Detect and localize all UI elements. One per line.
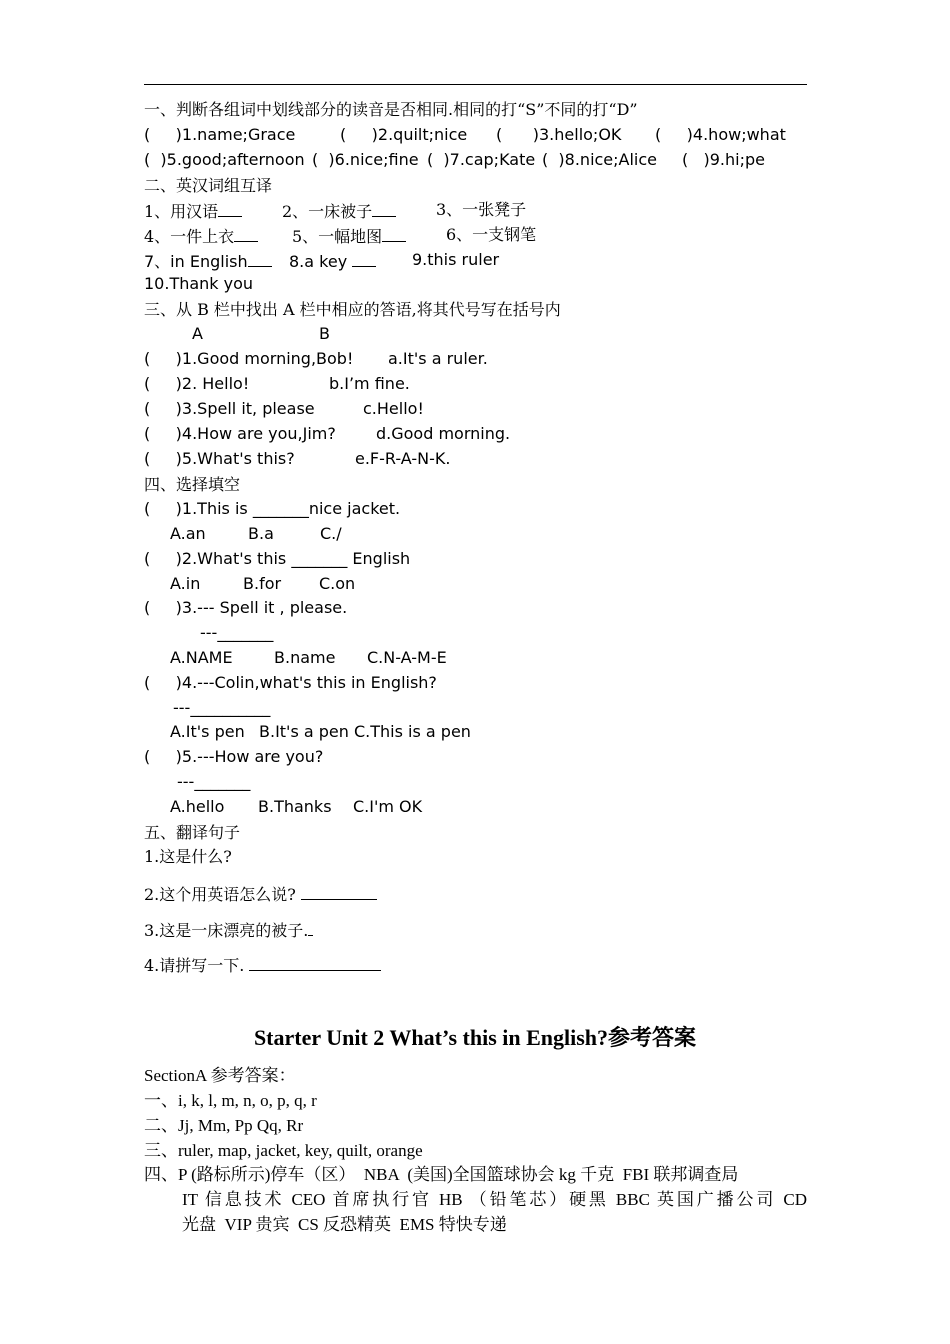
item-8: ( )8.nice;Alice xyxy=(542,150,658,169)
vocab-9: 9.this ruler xyxy=(412,250,500,269)
column-a-label: A xyxy=(192,324,203,343)
item-1: ( )1.name;Grace xyxy=(144,125,296,144)
translate-sentence-4-line xyxy=(144,954,381,976)
translate-sentence-4: 4.请拼写一下. xyxy=(144,956,250,975)
match-answer-e: e.F-R-A-N-K. xyxy=(355,449,451,468)
option-b: B.Thanks xyxy=(258,797,332,816)
item-9: ( )9.hi;pe xyxy=(682,150,765,169)
answer-3: 三、ruler, map, jacket, key, quilt, orange xyxy=(144,1141,423,1160)
item-7: ( )7.cap;Kate xyxy=(427,150,536,169)
answer-section-label: SectionA 参考答案： xyxy=(144,1066,296,1085)
option-a: A.It's pen xyxy=(170,722,245,741)
vocab-2: 2、一床被子 xyxy=(282,202,373,221)
option-a: A.hello xyxy=(170,797,225,816)
choice-answer-line-5: ---_______ xyxy=(177,772,251,791)
translate-sentence-1: 1.这是什么? xyxy=(144,847,232,866)
vocab-6: 6、一支钢笔 xyxy=(446,225,537,244)
vocab-4: 4、一件上衣 xyxy=(144,227,235,246)
translate-sentence-3-line xyxy=(144,919,313,941)
item-2: ( )2.quilt;nice xyxy=(340,125,468,144)
vocab-8: 8.a key xyxy=(289,252,353,271)
option-b: B.for xyxy=(243,574,282,593)
option-c: C./ xyxy=(320,524,342,543)
answer-blank xyxy=(308,919,313,936)
translate-sentence-3: 3.这是一床漂亮的被子. xyxy=(144,921,309,940)
answer-blank xyxy=(234,225,258,242)
match-question-5: ( )5.What's this? xyxy=(144,449,295,468)
option-a: A.an xyxy=(170,524,206,543)
section4-heading: 四、选择填空 xyxy=(144,475,241,494)
vocab-3: 3、一张凳子 xyxy=(436,200,527,219)
answer-blank xyxy=(249,954,381,971)
answer-4-line3: 光盘 VIP 贵宾 CS 反恐精英 EMS 特快专递 xyxy=(182,1215,507,1234)
item-5: ( )5.good;afternoon xyxy=(144,150,305,169)
translate-sentence-2: 2.这个用英语怎么说? xyxy=(144,885,301,904)
answer-4-line2: IT 信息技术 CEO 首席执行官 HB （铅笔芯）硬黑 BBC 英国广播公司 CD xyxy=(182,1190,807,1209)
option-c: C.This is a pen xyxy=(354,722,471,741)
translate-sentence-2-line xyxy=(144,883,377,905)
answer-4-line1: 四、P (路标所示)停车（区） NBA (美国)全国篮球协会 kg 千克 FBI 联邦调查局 xyxy=(144,1165,739,1184)
answer-blank xyxy=(382,225,406,242)
option-c: C.N-A-M-E xyxy=(367,648,447,667)
item-6: ( )6.nice;fine xyxy=(312,150,419,169)
option-b: B.a xyxy=(248,524,274,543)
vocab-7: 7、in English xyxy=(144,252,248,271)
answer-blank xyxy=(301,883,377,900)
vocab-10: 10.Thank you xyxy=(144,274,254,293)
vocab-5: 5、一幅地图 xyxy=(292,227,383,246)
match-question-3: ( )3.Spell it, please xyxy=(144,399,315,418)
option-a: A.in xyxy=(170,574,201,593)
answer-blank xyxy=(352,250,376,267)
match-answer-b: b.I’m fine. xyxy=(329,374,410,393)
section5-heading: 五、翻译句子 xyxy=(144,823,241,842)
answer-blank xyxy=(248,250,272,267)
vocab-1: 1、用汉语 xyxy=(144,202,219,221)
column-b-label: B xyxy=(319,324,330,343)
option-c: C.I'm OK xyxy=(353,797,423,816)
answer-blank xyxy=(372,200,396,217)
match-answer-a: a.It's a ruler. xyxy=(388,349,488,368)
answer-blank xyxy=(218,200,242,217)
choice-answer-line-4: ---__________ xyxy=(173,698,271,717)
option-b: B.It's a pen xyxy=(259,722,349,741)
option-b: B.name xyxy=(274,648,336,667)
answer-key-title: Starter Unit 2 What’s this in English?参考答案 xyxy=(253,1025,697,1050)
option-a: A.NAME xyxy=(170,648,233,667)
section2-heading: 二、英汉词组互译 xyxy=(144,176,273,195)
choice-question-4: ( )4.---Colin,what's this in English? xyxy=(144,673,437,692)
choice-question-1: ( )1.This is _______nice jacket. xyxy=(144,499,401,518)
choice-question-3: ( )3.--- Spell it , please. xyxy=(144,598,348,617)
match-answer-d: d.Good morning. xyxy=(376,424,511,443)
answer-1: 一、i, k, l, m, n, o, p, q, r xyxy=(144,1091,317,1110)
choice-question-5: ( )5.---How are you? xyxy=(144,747,324,766)
answer-2: 二、Jj, Mm, Pp Qq, Rr xyxy=(144,1116,304,1135)
match-question-4: ( )4.How are you,Jim? xyxy=(144,424,336,443)
choice-question-2: ( )2.What's this _______ English xyxy=(144,549,411,568)
match-question-1: ( )1.Good morning,Bob! xyxy=(144,349,354,368)
item-4: ( )4.how;what xyxy=(655,125,786,144)
option-c: C.on xyxy=(319,574,356,593)
header-rule xyxy=(144,84,807,85)
section1-heading: 一、判断各组词中划线部分的读音是否相同.相同的打“S”不同的打“D” xyxy=(144,100,638,119)
item-3: ( )3.hello;OK xyxy=(496,125,622,144)
section3-heading: 三、从 B 栏中找出 A 栏中相应的答语,将其代号写在括号内 xyxy=(144,300,561,319)
match-question-2: ( )2. Hello! xyxy=(144,374,250,393)
choice-answer-line-3: ---_______ xyxy=(200,623,274,642)
choice-options-5 xyxy=(144,797,807,897)
match-answer-c: c.Hello! xyxy=(363,399,424,418)
